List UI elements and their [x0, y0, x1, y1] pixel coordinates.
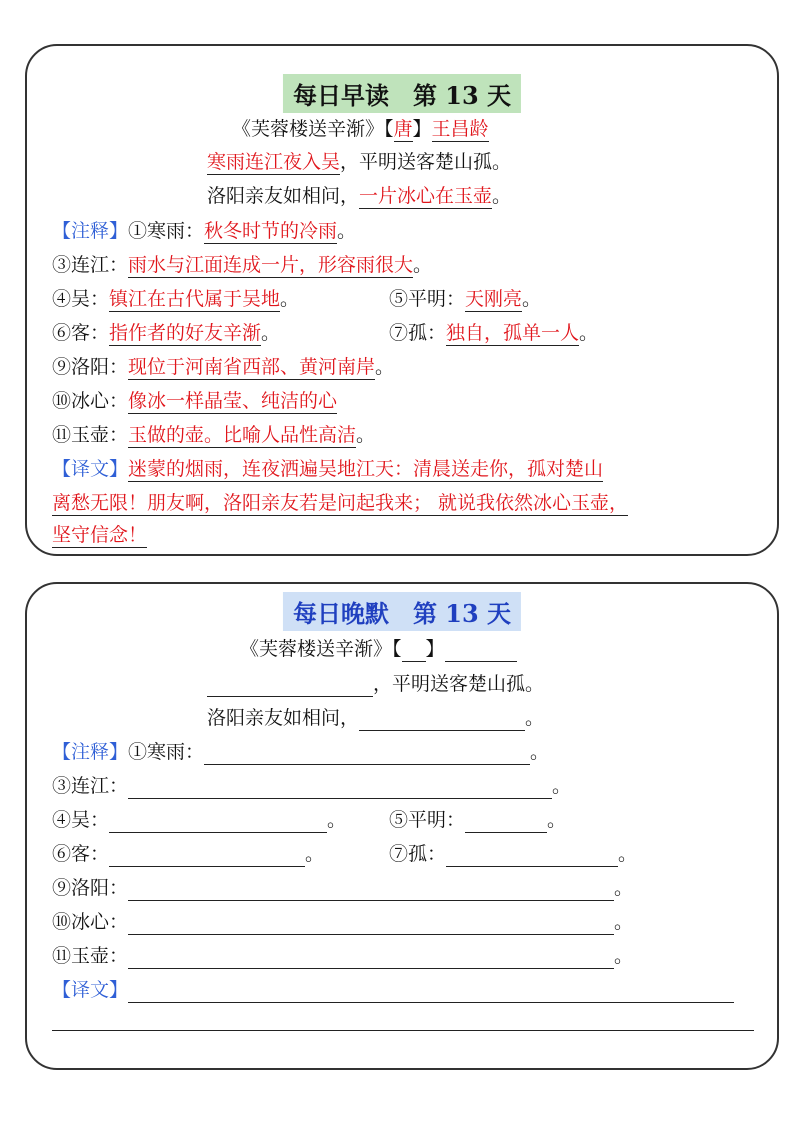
note-11	[52, 422, 375, 448]
poem-title: 《芙蓉楼送辛渐》【	[232, 118, 394, 140]
note-term: ④吴：	[52, 288, 110, 310]
bracket-close: 】	[425, 638, 445, 660]
period: 。	[327, 809, 347, 831]
poem-line-2-answer: 一片冰心在玉壶	[359, 185, 493, 207]
note-field[interactable]	[128, 914, 614, 935]
note-6-blank	[52, 841, 324, 867]
translation-text-2: 离愁无限！朋友啊，洛阳亲友若是问起我来； 就说我依然冰心玉壶，	[52, 492, 629, 514]
poem-line-2-start: 洛阳亲友如相问，	[207, 185, 360, 207]
dynasty-blank[interactable]	[402, 641, 426, 662]
note-def: 玉做的壶。比喻人品性高洁	[128, 424, 357, 446]
period: 。	[522, 288, 542, 310]
note-term: ⑤平明：	[389, 809, 466, 831]
translation-label: 【译文】	[52, 979, 129, 1001]
note-term: ⑥客：	[52, 322, 110, 344]
note-4	[52, 286, 299, 312]
note-5-blank	[389, 807, 566, 833]
evening-dictation-card	[25, 582, 779, 1070]
note-def: 像冰一样晶莹、纯洁的心	[128, 390, 338, 412]
notes-label: 【注释】	[52, 741, 129, 763]
translation-line-2	[52, 490, 628, 516]
note-1	[52, 218, 356, 244]
note-term: ①寒雨：	[128, 741, 205, 763]
poem-line-1-rest: ，平明送客楚山孤。	[373, 673, 545, 695]
poem-heading-blank	[240, 636, 517, 662]
period: 。	[261, 322, 281, 344]
period: 。	[337, 220, 357, 242]
note-field[interactable]	[109, 812, 327, 833]
note-def: 秋冬时节的冷雨	[204, 220, 338, 242]
translation-text-3: 坚守信念！	[52, 524, 148, 546]
note-def: 镇江在古代属于吴地	[109, 288, 281, 310]
evening-title: 每日晚默 第 13 天	[283, 592, 521, 631]
note-term: ⑨洛阳：	[52, 877, 129, 899]
note-term: ③连江：	[52, 775, 129, 797]
note-def: 天刚亮	[465, 288, 523, 310]
translation-text-1: 迷蒙的烟雨，连夜洒遍吴地江天：清晨送走你，孤对楚山	[128, 458, 604, 480]
note-def: 独自，孤单一人	[446, 322, 580, 344]
note-field[interactable]	[446, 846, 618, 867]
note-term: ⑨洛阳：	[52, 356, 129, 378]
translation-field-2[interactable]	[52, 1030, 754, 1031]
period: 。	[614, 945, 634, 967]
poem-line-1-answer: 寒雨连江夜入吴	[207, 151, 341, 173]
period: 。	[375, 356, 395, 378]
note-6	[52, 320, 280, 346]
note-term: ③连江：	[52, 254, 129, 276]
period: 。	[547, 809, 567, 831]
period: 。	[305, 843, 325, 865]
dynasty-answer: 唐	[393, 118, 413, 140]
note-term: ⑪玉壶：	[52, 424, 129, 446]
translation-line-3	[52, 522, 147, 548]
note-7-blank	[389, 841, 637, 867]
morning-title: 每日早读 第 13 天	[283, 74, 521, 113]
author-blank[interactable]	[445, 641, 517, 662]
translation-label: 【译文】	[52, 458, 129, 480]
note-4-blank	[52, 807, 346, 833]
note-5	[389, 286, 541, 312]
poem-line-2-field[interactable]	[359, 710, 525, 731]
note-9	[52, 354, 394, 380]
poem-line-2	[207, 183, 511, 209]
poem-line-2-start: 洛阳亲友如相问，	[207, 707, 360, 729]
note-7	[389, 320, 598, 346]
notes-label: 【注释】	[52, 220, 129, 242]
poem-line-2-blank	[207, 705, 544, 731]
note-field[interactable]	[465, 812, 547, 833]
note-field[interactable]	[109, 846, 305, 867]
period: 。	[618, 843, 638, 865]
note-def: 现位于河南省西部、黄河南岸	[128, 356, 376, 378]
note-def: 雨水与江面连成一片，形容雨很大	[128, 254, 414, 276]
translation-line-1	[52, 456, 603, 482]
poem-heading	[232, 116, 489, 142]
period: 。	[552, 775, 572, 797]
note-10	[52, 388, 337, 414]
note-term: ⑥客：	[52, 843, 110, 865]
period: 。	[614, 911, 634, 933]
poem-line-1-field[interactable]	[207, 676, 373, 697]
period: 。	[579, 322, 599, 344]
note-11-blank	[52, 943, 633, 969]
period: 。	[492, 185, 512, 207]
note-field[interactable]	[128, 778, 552, 799]
note-term: ⑦孤：	[389, 843, 447, 865]
period: 。	[530, 741, 550, 763]
translation-blank-line-1	[52, 977, 734, 1003]
translation-field-1[interactable]	[128, 982, 734, 1003]
note-3	[52, 252, 432, 278]
period: 。	[614, 877, 634, 899]
note-10-blank	[52, 909, 633, 935]
note-term: ④吴：	[52, 809, 110, 831]
morning-reading-card	[25, 44, 779, 556]
poem-title: 《芙蓉楼送辛渐》【	[240, 638, 402, 660]
note-term: ⑦孤：	[389, 322, 447, 344]
poem-line-1	[207, 149, 511, 175]
note-1-blank	[52, 739, 549, 765]
note-3-blank	[52, 773, 571, 799]
note-def: 指作者的好友辛渐	[109, 322, 262, 344]
note-term: ①寒雨：	[128, 220, 205, 242]
author-answer: 王昌龄	[431, 118, 489, 140]
poem-line-1-blank	[207, 671, 544, 697]
period: 。	[525, 707, 545, 729]
poem-line-1-rest: ，平明送客楚山孤。	[340, 151, 512, 173]
note-term: ⑪玉壶：	[52, 945, 129, 967]
note-field[interactable]	[204, 744, 530, 765]
note-term: ⑤平明：	[389, 288, 466, 310]
period: 。	[356, 424, 376, 446]
note-term: ⑩冰心：	[52, 390, 129, 412]
period: 。	[280, 288, 300, 310]
note-term: ⑩冰心：	[52, 911, 129, 933]
note-field[interactable]	[128, 880, 614, 901]
note-9-blank	[52, 875, 633, 901]
bracket-close: 】	[412, 118, 432, 140]
note-field[interactable]	[128, 948, 614, 969]
period: 。	[413, 254, 433, 276]
